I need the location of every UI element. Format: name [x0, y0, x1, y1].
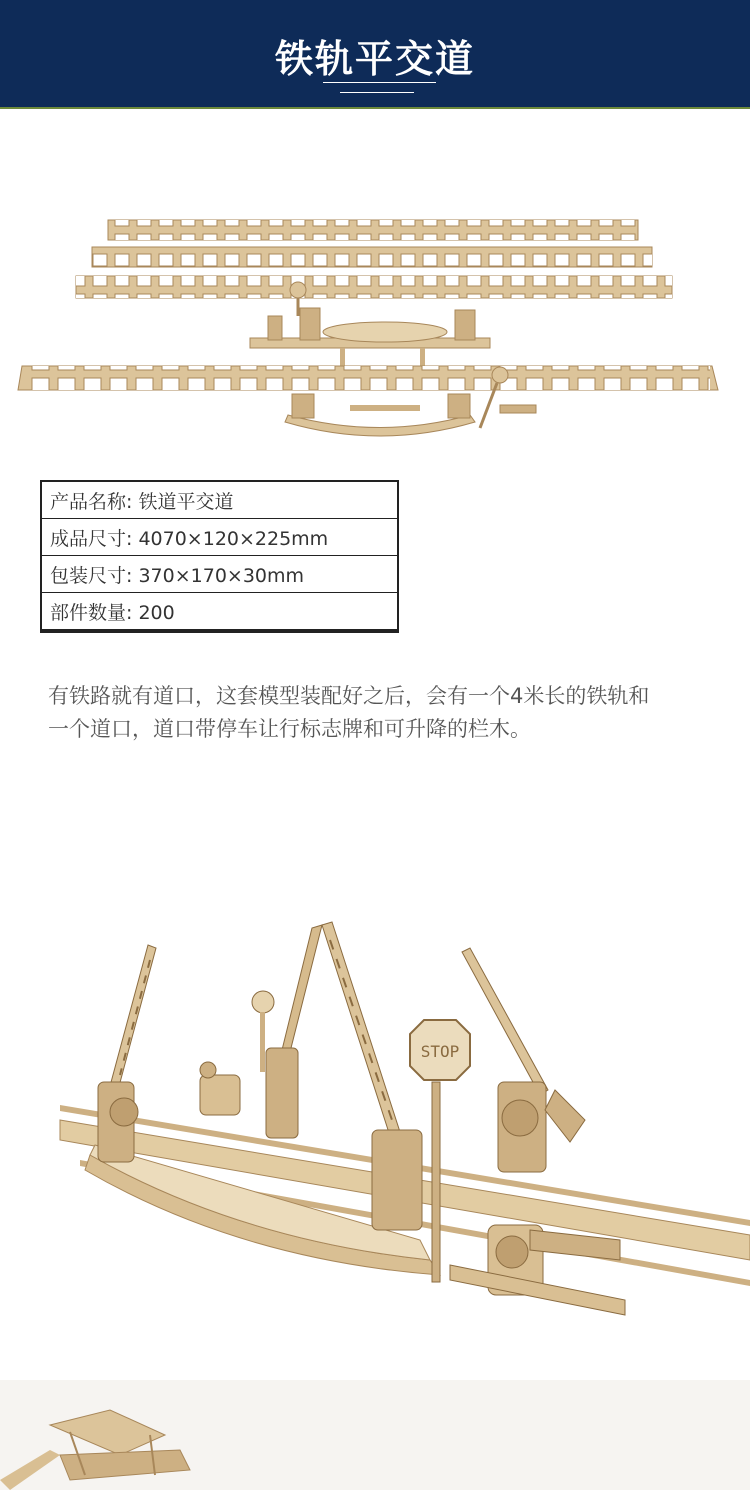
gear-mechanism — [450, 1225, 625, 1315]
description-line: 有铁路就有道口，这套模型装配好之后，会有一个4米长的铁轨和 — [48, 684, 650, 708]
assembled-model-image — [0, 820, 750, 1380]
description-line: 一个道口，道口带停车让行标志牌和可升降的栏木。 — [48, 717, 531, 741]
spec-value: 370×170×30mm — [138, 564, 305, 587]
barrier-arm — [462, 948, 585, 1172]
spec-label: 成品尺寸: — [50, 527, 133, 550]
title-underline-short — [340, 92, 414, 93]
parts-sheet-image — [0, 110, 750, 470]
track-strip — [18, 366, 718, 390]
title-underline — [323, 82, 436, 83]
spec-label: 包装尺寸: — [50, 564, 133, 587]
page-header — [0, 0, 750, 109]
spec-row — [41, 519, 398, 556]
spec-table — [40, 480, 399, 631]
product-description — [48, 680, 728, 746]
spec-value: 200 — [138, 601, 175, 624]
lever-part — [200, 1062, 240, 1115]
page-title: 铁轨平交道 — [274, 37, 475, 81]
spec-value: 铁道平交道 — [138, 490, 234, 513]
spec-label: 部件数量: — [50, 601, 133, 624]
track-strip — [108, 220, 638, 240]
spec-row — [41, 593, 398, 631]
barrier-arm — [98, 945, 156, 1162]
track-strip — [92, 247, 652, 267]
stop-sign-text: STOP — [420, 1042, 460, 1061]
spec-row — [41, 481, 398, 519]
station-model-image — [0, 1380, 750, 1490]
track-strip — [76, 276, 672, 298]
spec-row — [41, 556, 398, 593]
spec-label: 产品名称: — [50, 490, 133, 513]
spec-value: 4070×120×225mm — [138, 527, 329, 550]
